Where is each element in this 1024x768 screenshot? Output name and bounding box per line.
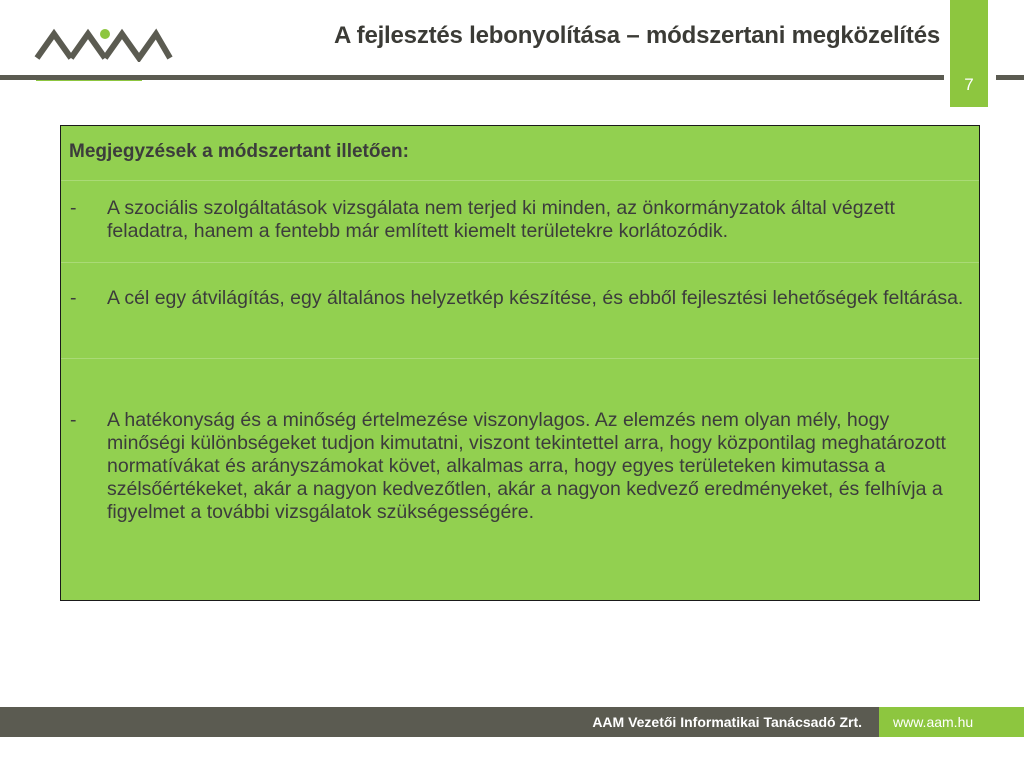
website-link[interactable]: www.aam.hu <box>879 707 1024 737</box>
note-item <box>61 263 979 359</box>
bullet-dash: - <box>70 287 77 309</box>
bullet-dash: - <box>70 409 77 431</box>
notes-box <box>60 125 980 601</box>
note-item-text: A cél egy átvilágítás, egy általános helyzetkép készítése, és ebből fejlesztési lehetőségek feltárása. <box>107 287 964 309</box>
aam-logo-icon <box>34 26 174 62</box>
note-item <box>61 359 979 599</box>
note-item-text: A hatékonyság és a minőség értelmezése viszonylagos. Az elemzés nem olyan mély, hogy minőségi különbségeket tudjon kimutatni, viszont tekintettel arra, hogy központilag meghatározott normatívákat és arányszámokat követ, alkalmas arra, hogy egyes területeken kimutassa a szélsőértékeket, akár a nagyon kedvezőtlen, akár a nagyon kedvező eredményeket, és felhívja a figyelmet a további vizsgálatok szükségességére. <box>107 409 946 523</box>
bullet-dash: - <box>70 197 77 219</box>
header-divider-right <box>996 75 1024 80</box>
footer-bar <box>0 707 1024 737</box>
footer-company: AAM Vezetői Informatikai Tanácsadó Zrt. <box>592 714 862 730</box>
page-title: A fejlesztés lebonyolítása – módszertani megközelítés <box>333 22 940 49</box>
note-item-text: A szociális szolgáltatások vizsgálata nem terjed ki minden, az önkormányzatok által végzett feladatra, hanem a fentebb már említett kiemelt területekre korlátozódik. <box>107 197 895 242</box>
page-number: 7 <box>964 75 974 94</box>
notes-heading: Megjegyzések a módszertant illetően: <box>61 126 979 181</box>
header-divider <box>0 75 944 80</box>
page-number-tab <box>950 0 988 107</box>
note-item <box>61 181 979 263</box>
